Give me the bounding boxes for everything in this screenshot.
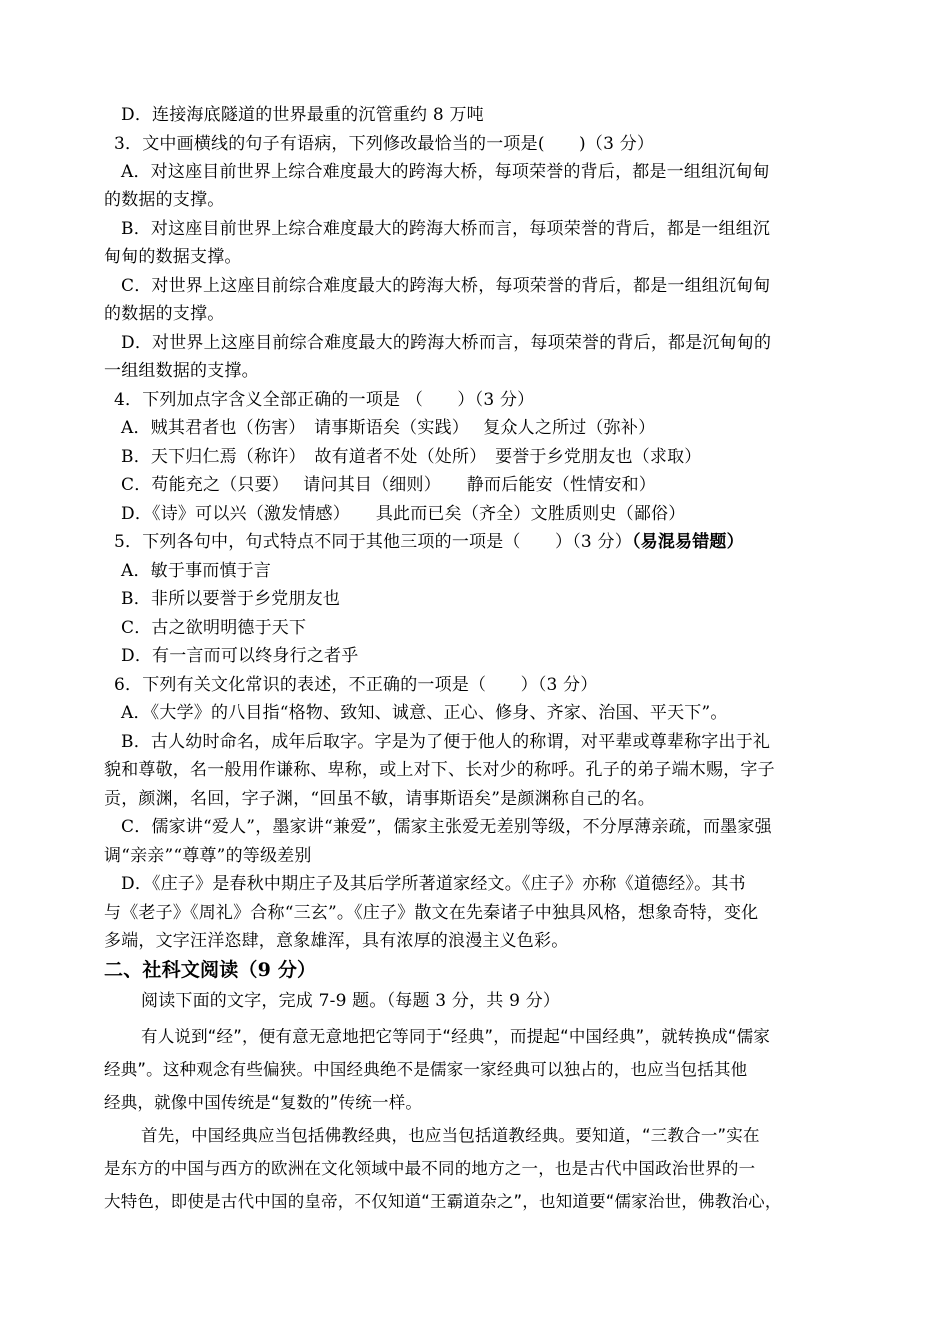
q3-option-b-line2: 甸甸的数据支撑。: [104, 247, 242, 267]
q6-option-c-line2: 调“亲亲”“尊尊”的等级差别: [104, 846, 312, 866]
q2-option-d: D．连接海底隧道的世界最重的沉管重约 8 万吨: [121, 105, 484, 125]
section2-heading: 二、社科文阅读（9 分）: [104, 959, 317, 981]
q5-tag: （易混易错题）: [631, 532, 744, 552]
q3-stem: 3．文中画横线的句子有语病，下列修改最恰当的一项是( )（3 分）: [114, 134, 655, 154]
q6-stem: 6．下列有关文化常识的表述，不正确的一项是（ ）（3 分）: [114, 675, 598, 695]
q4-option-c: C．苟能充之（只要） 请问其目（细则） 静而后能安（性情安和）: [121, 475, 657, 495]
passage-p2-line1: 首先，中国经典应当包括佛教经典，也应当包括道教经典。要知道，“三教合一”实在: [141, 1126, 760, 1145]
passage-p1-line2: 经典”。这种观念有些偏狭。中国经典绝不是儒家一家经典可以独占的，也应当包括其他: [104, 1060, 748, 1079]
q4-option-a: A．贼其君者也（伤害） 请事斯语矣（实践） 复众人之所过（弥补）: [121, 418, 656, 438]
section2-instruction: 阅读下面的文字，完成 7-9 题。（每题 3 分，共 9 分）: [141, 991, 561, 1011]
q3-option-a-line2: 的数据的支撑。: [104, 190, 225, 210]
q6-option-a: A．《大学》的八目指“格物、致知、诚意、正心、修身、齐家、治国、平天下”。: [121, 703, 728, 723]
q3-option-d-line2: 一组组数据的支撑。: [104, 361, 259, 381]
q4-option-d: D．《诗》可以兴（激发情感） 具此而已矣（齐全）文胜质则史（鄙俗）: [121, 504, 686, 524]
q3-option-c-line1: C．对世界上这座目前综合难度最大的跨海大桥，每项荣誉的背后，都是一组组沉甸甸: [121, 276, 771, 296]
q3-option-c-line2: 的数据的支撑。: [104, 304, 225, 324]
q6-option-d-line3: 多端，文字汪洋恣肆，意象雄浑，具有浓厚的浪漫主义色彩。: [104, 931, 569, 951]
q6-option-d-line1: D．《庄子》是春秋中期庄子及其后学所著道家经文。《庄子》亦称《道德经》。其书: [121, 874, 746, 894]
passage-p1-line3: 经典，就像中国传统是“复数的”传统一样。: [104, 1093, 423, 1112]
q4-option-b: B．天下归仁焉（称许） 故有道者不处（处所） 要誉于乡党朋友也（求取）: [121, 447, 702, 467]
q6-option-b-line3: 贡，颜渊，名回，字子渊，“回虽不敏，请事斯语矣”是颜渊称自己的名。: [104, 789, 655, 809]
q6-option-c-line1: C．儒家讲“爱人”，墨家讲“兼爱”，儒家主张爱无差别等级，不分厚薄亲疏，而墨家强: [121, 817, 772, 837]
q3-option-d-line1: D．对世界上这座目前综合难度最大的跨海大桥而言，每项荣誉的背后，都是沉甸甸的: [121, 333, 772, 353]
passage-p2-line2: 是东方的中国与西方的欧洲在文化领域中最不同的地方之一，也是古代中国政治世界的一: [104, 1159, 756, 1178]
q5-stem: 5．下列各句中，句式特点不同于其他三项的一项是（ ）（3 分）: [114, 532, 632, 552]
passage-p2-line3: 大特色，即使是古代中国的皇帝，不仅知道“王霸道杂之”，也知道要“儒家治世，佛教治心，: [104, 1192, 782, 1211]
q5-option-b: B．非所以要誉于乡党朋友也: [121, 589, 341, 609]
q6-option-b-line2: 貌和尊敬，名一般用作谦称、卑称，或上对下、长对少的称呼。孔子的弟子端木赐，字子: [104, 760, 775, 780]
q5-option-a: A．敏于事而慎于言: [121, 561, 272, 581]
q5-option-c: C．古之欲明明德于天下: [121, 618, 307, 638]
q6-option-b-line1: B．古人幼时命名，成年后取字。字是为了便于他人的称谓，对平辈或尊辈称字出于礼: [121, 732, 771, 752]
q3-option-b-line1: B．对这座目前世界上综合难度最大的跨海大桥而言，每项荣誉的背后，都是一组组沉: [121, 219, 771, 239]
q3-option-a-line1: A．对这座目前世界上综合难度最大的跨海大桥，每项荣誉的背后，都是一组组沉甸甸: [121, 162, 770, 182]
q5-option-d: D．有一言而可以终身行之者乎: [121, 646, 359, 666]
q6-option-d-line2: 与《老子》《周礼》合称“三玄”。《庄子》散文在先秦诸子中独具风格，想象奇特，变化: [104, 903, 759, 923]
passage-p1-line1: 有人说到“经”，便有意无意地把它等同于“经典”，而提起“中国经典”，就转换成“儒家: [141, 1027, 771, 1046]
q4-stem: 4．下列加点字含义全部正确的一项是 （ ）（3 分）: [114, 390, 535, 410]
q5-stem-row: [114, 531, 744, 553]
